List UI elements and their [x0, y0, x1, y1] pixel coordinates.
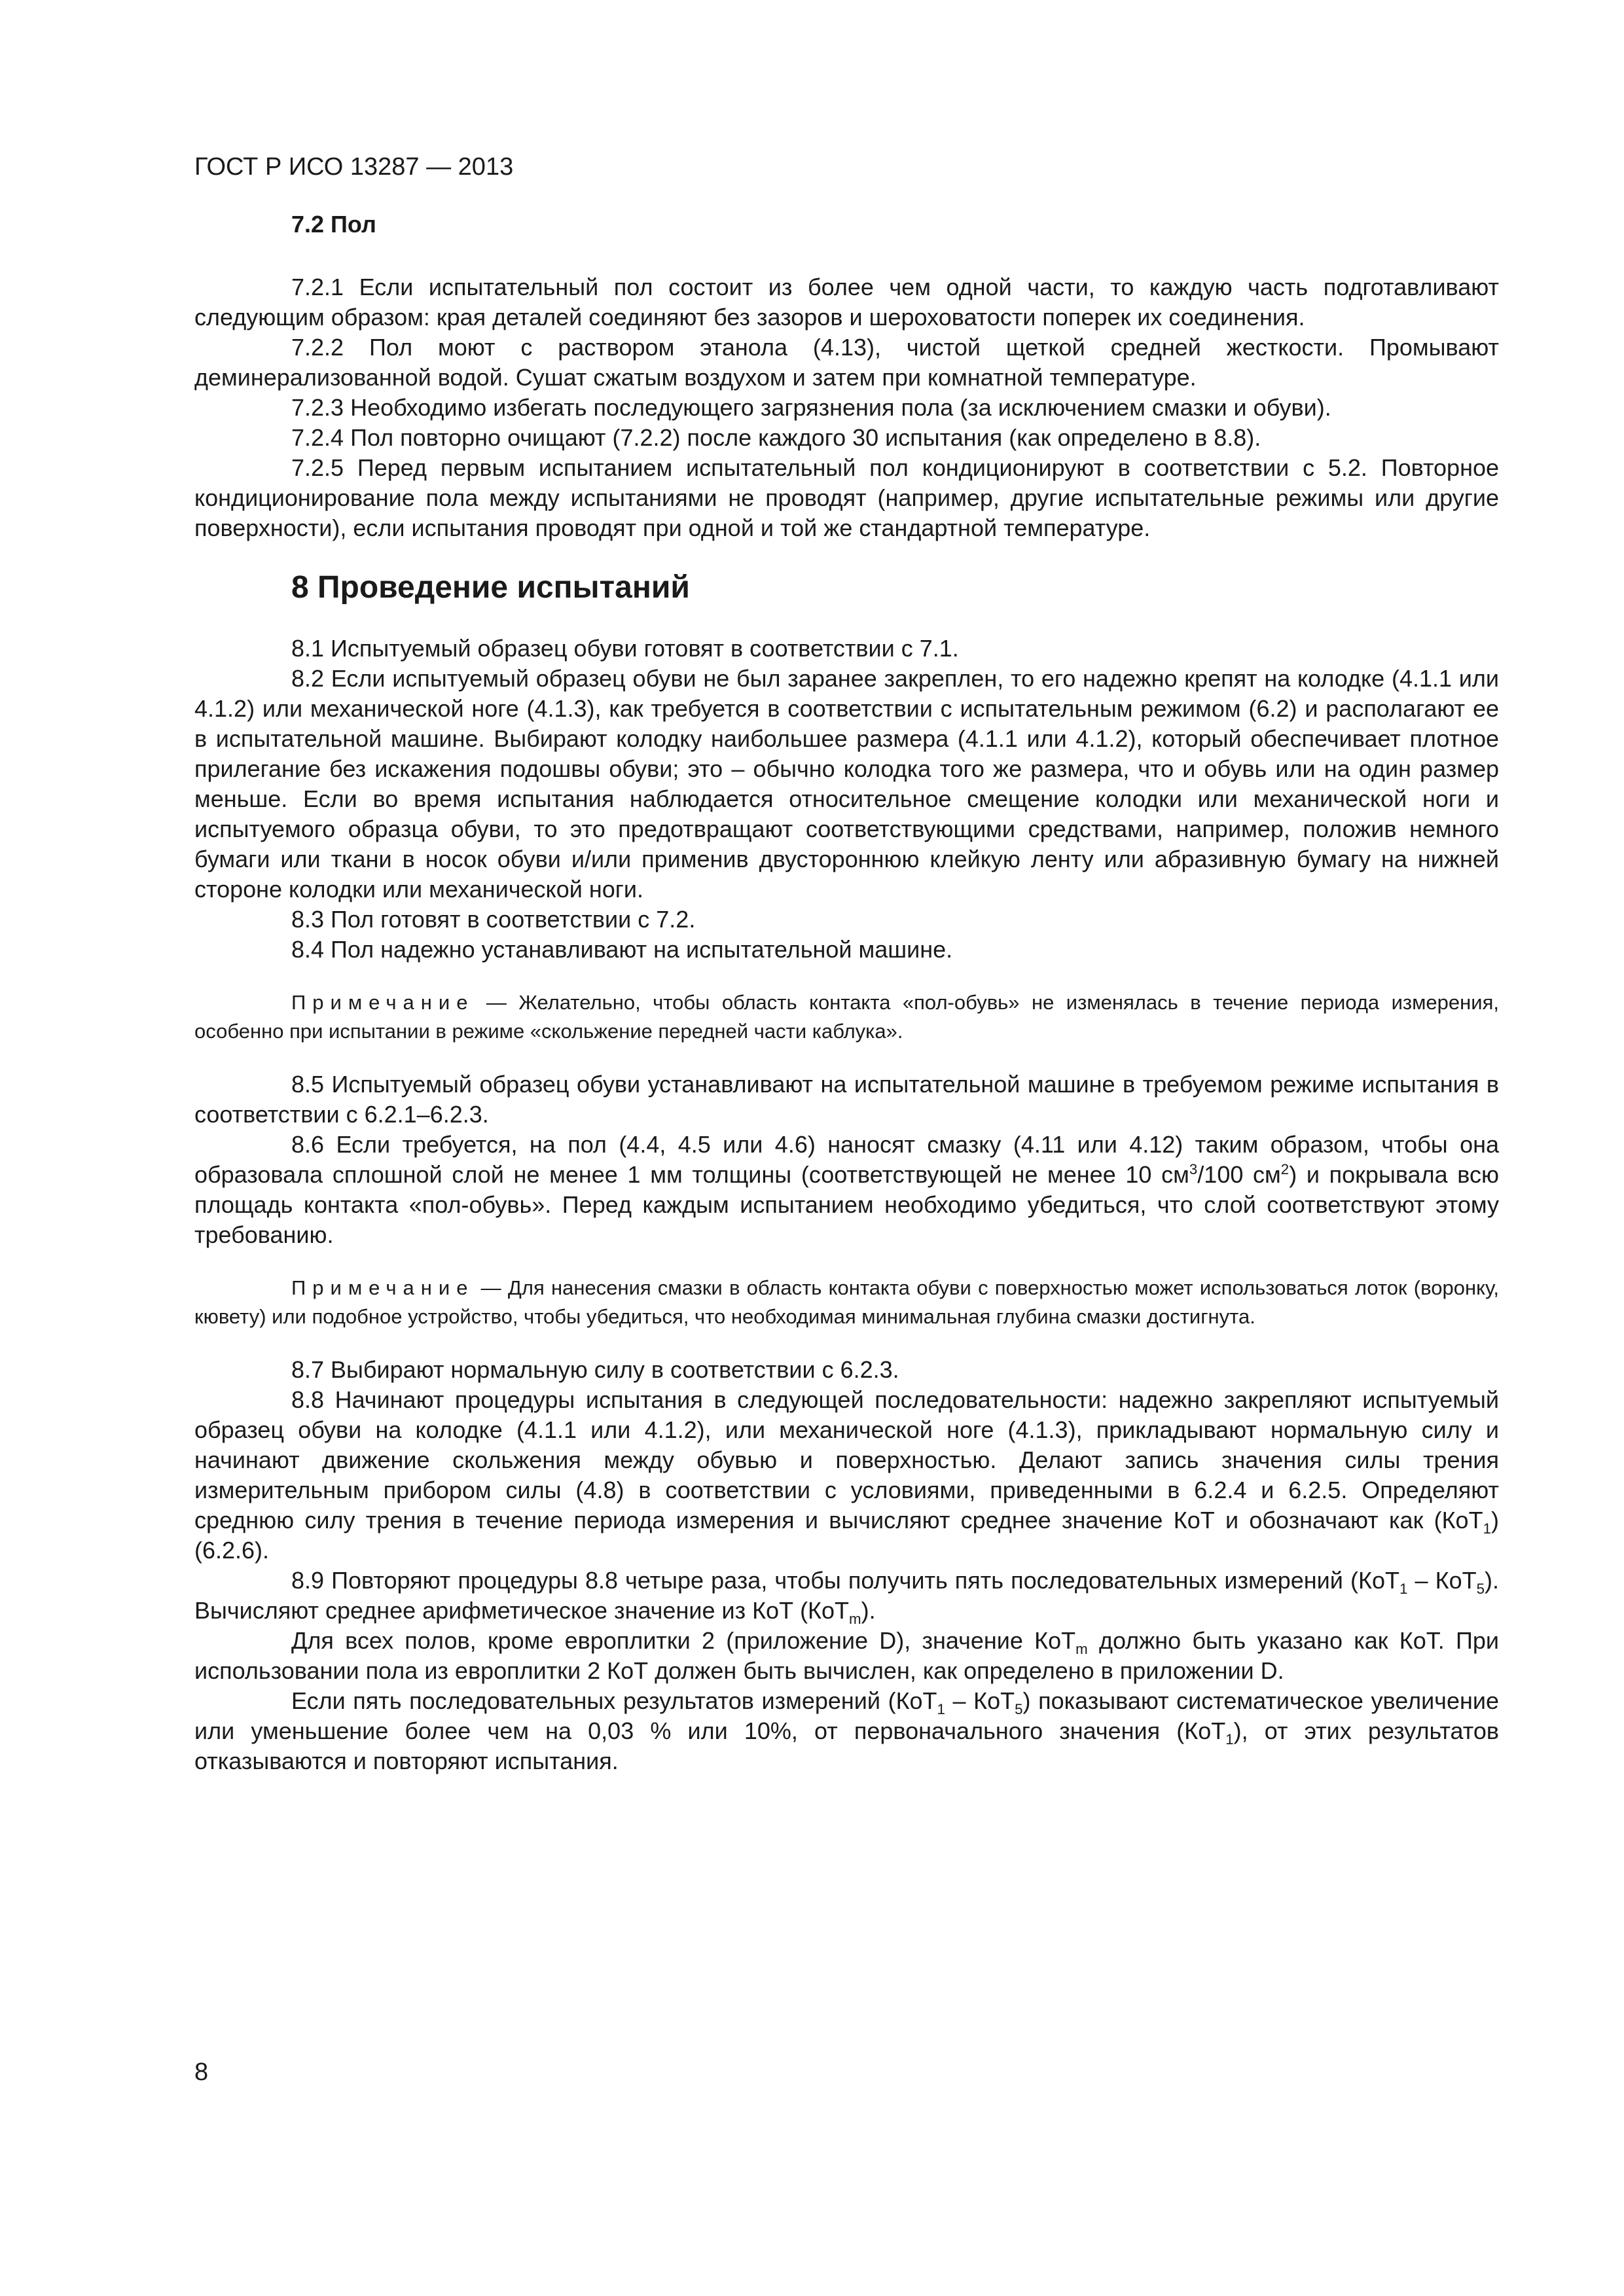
- subscript: m: [1075, 1641, 1088, 1658]
- superscript: 2: [1280, 1161, 1290, 1177]
- subscript: 1: [1399, 1581, 1408, 1598]
- note-2: [194, 1274, 1499, 1331]
- page-number: 8: [194, 2058, 209, 2086]
- paragraph-8-2: 8.2 Если испытуемый образец обуви не был заранее закреплен, то его надежно крепят на колодке (4.1.1 или 4.1.2) или механической ноге (4.1.3), как требуется в соответствии с испытательным режимом (6.2) и располагают ее в испытательной машине. Выбирают колодку наибольшее размера (4.1.1 или 4.1.2), который обеспечивает плотное прилегание без искажения подошвы обуви; это – обычно колодка того же размера, что и обувь или на один размер меньше. Если во время испытания наблюдается относительное смещение колодки или механической ноги и испытуемого образца обуви, то это предотвращают соответствующими средствами, например, положив немного бумаги или ткани в носок обуви и/или применив двустороннюю клейкую ленту или абразивную бумагу на нижней стороне колодки или механической ноги.: [194, 665, 1499, 903]
- paragraph-results: [194, 1686, 1499, 1776]
- paragraph-7-2-5: 7.2.5 Перед первым испытанием испытательный пол кондиционируют в соответствии с 5.2. Повторное кондиционирование пола между испытаниями не проводят (например, другие испытательные режимы или другие поверхности), если испытания проводят при одной и той же стандартной температуре.: [194, 454, 1499, 541]
- paragraph-8-7: 8.7 Выбирают нормальную силу в соответствии с 6.2.3.: [291, 1356, 899, 1383]
- paragraph-7-2-4: 7.2.4 Пол повторно очищают (7.2.2) после каждого 30 испытания (как определено в 8.8).: [291, 424, 1261, 451]
- paragraph-8-5: 8.5 Испытуемый образец обуви устанавливают на испытательной машине в требуемом режиме испытания в соответствии с 6.2.1–6.2.3.: [194, 1071, 1499, 1128]
- subscript: 5: [1476, 1581, 1485, 1598]
- document-header: ГОСТ Р ИСО 13287 — 2013: [194, 153, 514, 181]
- paragraph-8-3: 8.3 Пол готовят в соответствии с 7.2.: [291, 906, 696, 933]
- paragraph-8-9: [194, 1566, 1499, 1626]
- paragraph-text: Для всех полов, кроме европлитки 2 (приложение D), значение КоТ: [291, 1627, 1076, 1654]
- note-label: Примечание: [291, 991, 475, 1014]
- paragraph-8-1: 8.1 Испытуемый образец обуви готовят в соответствии с 7.1.: [291, 635, 959, 662]
- subscript: 1: [937, 1701, 945, 1718]
- page-content: [194, 209, 1499, 1776]
- subscript: 5: [1015, 1701, 1023, 1718]
- paragraph-europlitka: [194, 1626, 1499, 1686]
- paragraph-8-6: [194, 1130, 1499, 1250]
- paragraph-text: 8.6 Если требуется, на пол (4.4, 4.5 или 4.6) наносят смазку (4.11 или 4.12) таким образом, чтобы она образовала сплошной слой не менее 1 мм толщины (соответствующей не менее 10 см: [194, 1131, 1499, 1188]
- paragraph-text: ), от этих результатов отказываются и повторяют испытания.: [194, 1717, 1499, 1774]
- paragraph-text: Если пять последовательных результатов измерений (КоТ: [291, 1687, 937, 1714]
- paragraph-7-2-2: 7.2.2 Пол моют с раствором этанола (4.13), чистой щеткой средней жесткости. Промывают деминерализованной водой. Сушат сжатым воздухом и затем при комнатной температуре.: [194, 334, 1499, 391]
- paragraph-text: ) и покрывала всю площадь контакта «пол-обувь». Перед каждым испытанием необходимо убедиться, что слой соответствуют этому требованию.: [194, 1161, 1499, 1248]
- paragraph-text: ) (6.2.6).: [194, 1507, 1499, 1564]
- note-1: [194, 988, 1499, 1046]
- paragraph-8-4: 8.4 Пол надежно устанавливают на испытательной машине.: [291, 936, 953, 963]
- paragraph-text: ) показывают систематическое увеличение или уменьшение более чем на 0,03 % или 10%, от первоначального значения (КоТ: [194, 1687, 1499, 1744]
- note-text: — Желательно, чтобы область контакта «пол-обувь» не изменялась в течение периода измерения, особенно при испытании в режиме «скольжение передней части каблука».: [194, 991, 1499, 1043]
- paragraph-text: 8.9 Повторяют процедуры 8.8 четыре раза, чтобы получить пять последовательных измерений (КоТ: [291, 1567, 1399, 1594]
- section-heading-7-2: 7.2 Пол: [291, 211, 376, 238]
- paragraph-7-2-3: 7.2.3 Необходимо избегать последующего загрязнения пола (за исключением смазки и обуви).: [291, 394, 1331, 421]
- paragraph-text: – КоТ: [1407, 1567, 1477, 1594]
- paragraph-text: 8.8 Начинают процедуры испытания в следующей последовательности: надежно закрепляют испытуемый образец обуви на колодке (4.1.1 или 4.1.2), или механической ноге (4.1.3), прикладывают нормальную силу и начинают движение скольжения между обувью и поверхностью. Делают запись значения силы трения измерительным прибором силы (4.8) в соответствии с условиями, приведенными в 6.2.4 и 6.2.5. Определяют среднюю силу трения в течение периода измерения и вычисляют среднее значение КоТ и обозначают как (КоТ: [194, 1386, 1499, 1534]
- note-label: Примечание: [291, 1276, 475, 1299]
- paragraph-text: ). Вычисляют среднее арифметическое значение из КоТ (КоТ: [194, 1567, 1499, 1624]
- paragraph-8-8: [194, 1385, 1499, 1566]
- subscript: 1: [1225, 1731, 1234, 1748]
- note-text: — Для нанесения смазки в область контакта обуви с поверхностью может использоваться лоток (воронку, кювету) или подобное устройство, чтобы убедиться, что необходимая минимальная глубина смазки достигнута.: [194, 1276, 1499, 1328]
- paragraph-text: должно быть указано как КоТ. При использовании пола из европлитки 2 КоТ должен быть вычислен, как определено в приложении D.: [194, 1627, 1499, 1684]
- paragraph-7-2-1: 7.2.1 Если испытательный пол состоит из более чем одной части, то каждую часть подготавливают следующим образом: края деталей соединяют без зазоров и шероховатости поперек их соединения.: [194, 274, 1499, 331]
- subscript: m: [849, 1611, 861, 1628]
- paragraph-text: ).: [861, 1597, 876, 1624]
- section-heading-8: 8 Проведение испытаний: [291, 570, 690, 605]
- paragraph-text: – КоТ: [945, 1687, 1015, 1714]
- superscript: 3: [1189, 1161, 1198, 1177]
- paragraph-text: /100 см: [1197, 1161, 1281, 1188]
- subscript: 1: [1483, 1520, 1491, 1537]
